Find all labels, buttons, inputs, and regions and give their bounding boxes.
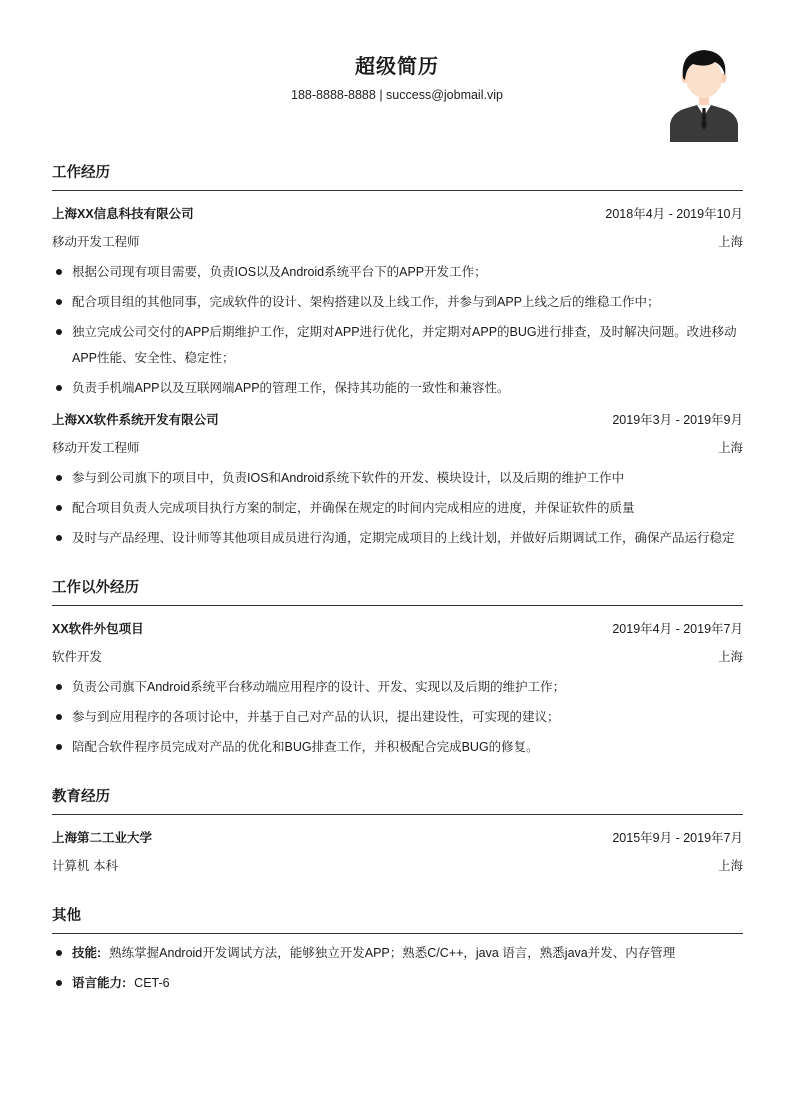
other-items [52,940,743,996]
entry-organization: 上海第二工业大学 [52,831,153,845]
entry-location: 上海 [717,235,743,249]
list-item: 负责手机端APP以及互联网端APP的管理工作，保持其功能的一致性和兼容性。 [52,375,743,401]
section-work [52,158,743,551]
entry-role: 软件开发 [52,650,103,664]
contact-separator: | [379,88,383,102]
list-item: 及时与产品经理、设计师等其他项目成员进行沟通，定期完成项目的上线计划，并做好后期调试工作，确保产品运行稳定 [52,525,743,551]
item-text: 熟练掌握Android开发调试方法，能够独立开发APP；熟悉C/C++，java 语言，熟悉java并发、内存管理 [109,946,676,960]
section-divider [52,814,743,815]
list-item [52,970,743,996]
list-item [52,940,743,966]
item-text: CET-6 [134,976,170,990]
extra-entry [52,614,743,760]
item-label: 语言能力: [72,976,127,990]
list-item: 根据公司现有项目需要，负责IOS以及Android系统平台下的APP开发工作； [52,259,743,285]
bullet-icon [56,535,62,541]
list-item: 参与到公司旗下的项目中，负责IOS和Android系统下软件的开发、模块设计，以及后期的维护工作中 [52,465,743,491]
section-divider [52,605,743,606]
education-entry [52,823,743,879]
entry-bullets [52,465,743,551]
list-item: 负责公司旗下Android系统平台移动端应用程序的设计、开发、实现以及后期的维护工作； [52,674,743,700]
entry-date: 2015年9月 - 2019年7月 [612,831,743,845]
section-divider [52,190,743,191]
bullet-icon [56,505,62,511]
list-item: 配合项目组的其他同事，完成软件的设计、架构搭建以及上线工作，并参与到APP上线之后的维稳工作中； [52,289,743,315]
section-title: 教育经历 [52,789,110,805]
section-title: 工作经历 [52,165,110,181]
resume-header [0,0,794,150]
work-entry [52,199,743,401]
section-title: 其他 [52,908,81,924]
list-item: 陪配合软件程序员完成对产品的优化和BUG排查工作，并积极配合完成BUG的修复。 [52,734,743,760]
bullet-icon [56,475,62,481]
section-education [52,782,743,879]
bullet-icon [56,329,62,335]
entry-date: 2019年3月 - 2019年9月 [612,413,743,427]
entry-location: 上海 [717,441,743,455]
phone-number: 188-8888-8888 [291,88,376,102]
bullet-icon [56,299,62,305]
bullet-icon [56,950,62,956]
list-item: 配合项目负责人完成项目执行方案的制定，并确保在规定的时间内完成相应的进度，并保证软件的质量 [52,495,743,521]
list-item: 参与到应用程序的各项讨论中，并基于自己对产品的认识，提出建设性，可实现的建议； [52,704,743,730]
section-extra [52,573,743,760]
list-item: 独立完成公司交付的APP后期维护工作，定期对APP进行优化，并定期对APP的BUG进行排查，及时解决问题。改进移动APP性能、安全性、稳定性； [52,319,743,371]
section-other [52,901,743,996]
entry-role: 移动开发工程师 [52,235,140,249]
item-label: 技能: [72,946,102,960]
section-title: 工作以外经历 [52,580,139,596]
entry-bullets [52,674,743,760]
bullet-icon [56,269,62,275]
bullet-icon [56,980,62,986]
avatar [667,46,741,142]
work-entry [52,405,743,551]
bullet-icon [56,744,62,750]
section-divider [52,933,743,934]
bullet-icon [56,684,62,690]
entry-role: 计算机 本科 [52,859,118,873]
entry-location: 上海 [717,650,743,664]
candidate-name: 超级简历 [355,56,439,78]
entry-date: 2018年4月 - 2019年10月 [605,207,743,221]
entry-organization: 上海XX软件系统开发有限公司 [52,413,219,427]
entry-bullets [52,259,743,401]
entry-organization: XX软件外包项目 [52,622,144,636]
entry-role: 移动开发工程师 [52,441,140,455]
entry-organization: 上海XX信息科技有限公司 [52,207,194,221]
entry-date: 2019年4月 - 2019年7月 [612,622,743,636]
bullet-icon [56,385,62,391]
email-address: success@jobmail.vip [386,88,503,102]
entry-location: 上海 [717,859,743,873]
bullet-icon [56,714,62,720]
resume-content [52,158,743,1000]
